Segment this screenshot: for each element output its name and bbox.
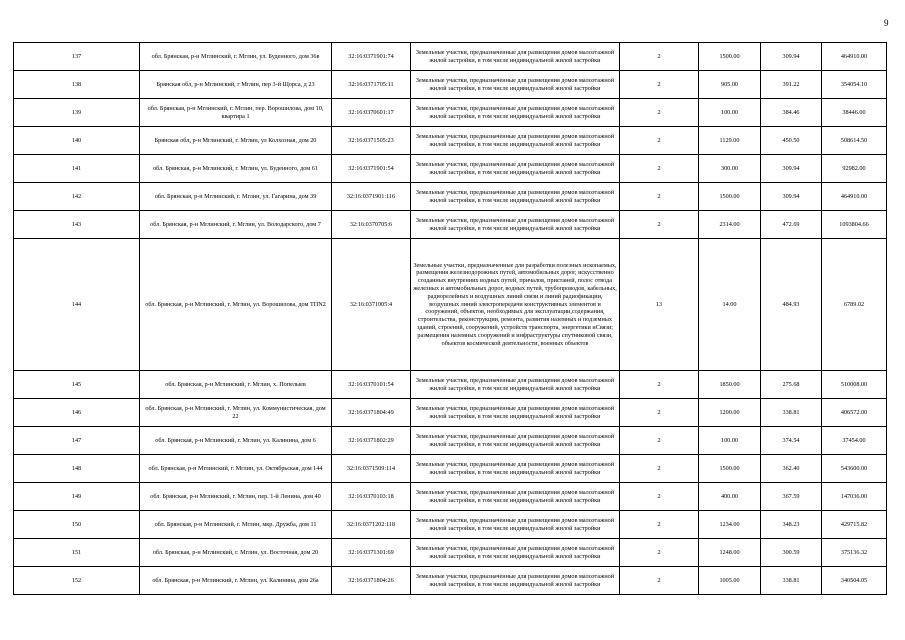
group-cell: 2	[620, 455, 699, 483]
row-number-cell: 141	[14, 155, 140, 183]
permitted-use-cell: Земельные участки, предназначенные для размещения домов малоэтажной жилой застройки, в том числе индивидуальной жилой застройки	[411, 43, 620, 71]
table-body	[14, 43, 887, 595]
address-cell: обл. Брянская, р-н Мглинский, г. Мглин, ул. Буденного, дом 61	[140, 155, 332, 183]
area-cell: 100.00	[699, 99, 761, 127]
cadastral-value-cell: 508614.50	[822, 127, 887, 155]
address-cell: обл. Брянская, р-н Мглинский, г. Мглин, ул. Володарского, дом 7	[140, 211, 332, 239]
area-cell: 1248.00	[699, 539, 761, 567]
address-cell: обл. Брянская, р-н Мглинский, г. Мглин, ул. Гагарина, дом 39	[140, 183, 332, 211]
table-row	[14, 183, 887, 211]
permitted-use-cell: Земельные участки, предназначенные для размещения домов малоэтажной жилой застройки, в том числе индивидуальной жилой застройки	[411, 539, 620, 567]
area-cell: 300.00	[699, 155, 761, 183]
cadastral-value-cell: 354054.10	[822, 71, 887, 99]
cadastral-value-cell: 92982.00	[822, 155, 887, 183]
table-row	[14, 155, 887, 183]
cadastral-value-cell: 147036.00	[822, 483, 887, 511]
rate-cell: 348.23	[761, 511, 822, 539]
address-cell: обл. Брянская, р-н Мглинский, г. Мглин, ул. Ворошилова, дом ТПN2	[140, 239, 332, 371]
rate-cell: 338.81	[761, 399, 822, 427]
permitted-use-cell: Земельные участки, предназначенные для размещения домов малоэтажной жилой застройки, в том числе индивидуальной жилой застройки	[411, 483, 620, 511]
row-number-cell: 152	[14, 567, 140, 595]
area-cell: 100.00	[699, 427, 761, 455]
permitted-use-cell: Земельные участки, предназначенные для размещения домов малоэтажной жилой застройки, в том числе индивидуальной жилой застройки	[411, 455, 620, 483]
permitted-use-cell: Земельные участки, предназначенные для размещения домов малоэтажной жилой застройки, в том числе индивидуальной жилой застройки	[411, 99, 620, 127]
rate-cell: 362.40	[761, 455, 822, 483]
address-cell: обл. Брянская, р-н Мглинский, г. Мглин, ул. Коммунистическая, дом 22	[140, 399, 332, 427]
rate-cell: 300.59	[761, 539, 822, 567]
table-row	[14, 127, 887, 155]
row-number-cell: 140	[14, 127, 140, 155]
row-number-cell: 139	[14, 99, 140, 127]
group-cell: 2	[620, 427, 699, 455]
cadastral-number-cell: 32:16:0370101:54	[332, 371, 411, 399]
cadastral-number-cell: 32:16:0371804:26	[332, 567, 411, 595]
area-cell: 2314.00	[699, 211, 761, 239]
group-cell: 2	[620, 43, 699, 71]
cadastral-number-cell: 32:16:0371505:23	[332, 127, 411, 155]
cadastral-value-cell: 37454.00	[822, 427, 887, 455]
permitted-use-cell: Земельные участки, предназначенные для размещения домов малоэтажной жилой застройки, в том числе индивидуальной жилой застройки	[411, 127, 620, 155]
cadastral-value-cell: 406572.00	[822, 399, 887, 427]
row-number-cell: 143	[14, 211, 140, 239]
permitted-use-cell: Земельные участки, предназначенные для разработки полезных ископаемых, размещения железнодорожных путей, автомобильных дорог, искусственно созданных внутренних водных путей, причалов, пристаней, полос отвода железных и автомобильных дорог, водных путей, трубопроводов, кабельных, радиорелейных и воздушных линий связи и линий радиофикации, воздушных линий электропередачи конструктивных элементов и сооружений, объектов, необходимых для эксплуатации,содержания, строительства, реконструкции, ремонта, развития наземных и подземных зданий, строений, сооружений, устройств транспорта, энергетики иСвязи; размещения наземных сооружений и инфраструктуры спутниковой связи, объектов космической деятельности, военных объектов	[411, 239, 620, 371]
area-cell: 905.00	[699, 71, 761, 99]
table-row	[14, 43, 887, 71]
cadastral-number-cell: 32:16:0371901:54	[332, 155, 411, 183]
group-cell: 2	[620, 483, 699, 511]
address-cell: обл. Брянская, р-н Мглинский, г. Мглин, ул. Калинина, дом 26а	[140, 567, 332, 595]
row-number-cell: 138	[14, 71, 140, 99]
row-number-cell: 149	[14, 483, 140, 511]
permitted-use-cell: Земельные участки, предназначенные для размещения домов малоэтажной жилой застройки, в том числе индивидуальной жилой застройки	[411, 399, 620, 427]
land-registry-table	[13, 42, 887, 595]
address-cell: обл. Брянская, р-н Мглинский, г. Мглин, пер. Ворошилова, дом 10, квартира 1	[140, 99, 332, 127]
rate-cell: 338.81	[761, 567, 822, 595]
rate-cell: 391.22	[761, 71, 822, 99]
group-cell: 2	[620, 99, 699, 127]
table-row	[14, 427, 887, 455]
row-number-cell: 142	[14, 183, 140, 211]
cadastral-value-cell: 510008.00	[822, 371, 887, 399]
cadastral-number-cell: 32:16:0371804:49	[332, 399, 411, 427]
rate-cell: 275.68	[761, 371, 822, 399]
rate-cell: 367.59	[761, 483, 822, 511]
permitted-use-cell: Земельные участки, предназначенные для размещения домов малоэтажной жилой застройки, в том числе индивидуальной жилой застройки	[411, 511, 620, 539]
cadastral-number-cell: 32:16:0370103:18	[332, 483, 411, 511]
area-cell: 1500.00	[699, 43, 761, 71]
group-cell: 2	[620, 183, 699, 211]
row-number-cell: 144	[14, 239, 140, 371]
cadastral-value-cell: 543600.00	[822, 455, 887, 483]
address-cell: обл. Брянская, р-н Мглинский, г. Мглин, ул. Октябрьская, дом 144	[140, 455, 332, 483]
row-number-cell: 147	[14, 427, 140, 455]
address-cell: Брянская обл, р-н Мглинский, г. Мглин, ул Колхозная, дом 20	[140, 127, 332, 155]
cadastral-value-cell: 6789.02	[822, 239, 887, 371]
area-cell: 1500.00	[699, 183, 761, 211]
group-cell: 2	[620, 127, 699, 155]
permitted-use-cell: Земельные участки, предназначенные для размещения домов малоэтажной жилой застройки, в том числе индивидуальной жилой застройки	[411, 211, 620, 239]
rate-cell: 309.94	[761, 155, 822, 183]
cadastral-number-cell: 32:16:0371509:114	[332, 455, 411, 483]
cadastral-number-cell: 32:16:0371005:4	[332, 239, 411, 371]
cadastral-number-cell: 32:16:0371202:118	[332, 511, 411, 539]
address-cell: обл. Брянская, р-н Мглинский, г. Мглин, пер. 1-й Ленина, дом 40	[140, 483, 332, 511]
group-cell: 2	[620, 511, 699, 539]
rate-cell: 309.94	[761, 43, 822, 71]
table-row	[14, 211, 887, 239]
cadastral-value-cell: 429715.82	[822, 511, 887, 539]
row-number-cell: 148	[14, 455, 140, 483]
permitted-use-cell: Земельные участки, предназначенные для размещения домов малоэтажной жилой застройки, в том числе индивидуальной жилой застройки	[411, 71, 620, 99]
rate-cell: 472.69	[761, 211, 822, 239]
row-number-cell: 145	[14, 371, 140, 399]
page-number: 9	[884, 18, 889, 28]
table-row	[14, 511, 887, 539]
cadastral-value-cell: 464910.00	[822, 183, 887, 211]
address-cell: Брянская обл, р-н Мглинский, г Мглин, пер 3-й Щорса, д 23	[140, 71, 332, 99]
address-cell: обл. Брянская, р-н Мглинский, г. Мглин, мкр. Дружба, дом 11	[140, 511, 332, 539]
table-row	[14, 71, 887, 99]
row-number-cell: 137	[14, 43, 140, 71]
cadastral-value-cell: 1093804.66	[822, 211, 887, 239]
group-cell: 2	[620, 211, 699, 239]
group-cell: 13	[620, 239, 699, 371]
area-cell: 1500.00	[699, 455, 761, 483]
table-row	[14, 539, 887, 567]
area-cell: 1850.00	[699, 371, 761, 399]
group-cell: 2	[620, 399, 699, 427]
area-cell: 400.00	[699, 483, 761, 511]
table-row	[14, 399, 887, 427]
cadastral-value-cell: 38446.00	[822, 99, 887, 127]
permitted-use-cell: Земельные участки, предназначенные для размещения домов малоэтажной жилой застройки, в том числе индивидуальной жилой застройки	[411, 371, 620, 399]
rate-cell: 384.46	[761, 99, 822, 127]
address-cell: обл. Брянская, р-н Мглинский, г. Мглин, х. Попелыев	[140, 371, 332, 399]
cadastral-number-cell: 32:16:0371705:11	[332, 71, 411, 99]
row-number-cell: 151	[14, 539, 140, 567]
group-cell: 2	[620, 371, 699, 399]
group-cell: 2	[620, 567, 699, 595]
cadastral-number-cell: 32:16:0370705:6	[332, 211, 411, 239]
rate-cell: 484.93	[761, 239, 822, 371]
cadastral-number-cell: 32:16:0371901:116	[332, 183, 411, 211]
permitted-use-cell: Земельные участки, предназначенные для размещения домов малоэтажной жилой застройки, в том числе индивидуальной жилой застройки	[411, 183, 620, 211]
rate-cell: 450.50	[761, 127, 822, 155]
table-row	[14, 99, 887, 127]
area-cell: 1200.00	[699, 399, 761, 427]
row-number-cell: 150	[14, 511, 140, 539]
table-row	[14, 371, 887, 399]
group-cell: 2	[620, 71, 699, 99]
cadastral-value-cell: 375136.32	[822, 539, 887, 567]
permitted-use-cell: Земельные участки, предназначенные для размещения домов малоэтажной жилой застройки, в том числе индивидуальной жилой застройки	[411, 155, 620, 183]
cadastral-value-cell: 464910.00	[822, 43, 887, 71]
address-cell: обл. Брянская, р-н Мглинский, г. Мглин, ул. Калинина, дом 6	[140, 427, 332, 455]
group-cell: 2	[620, 539, 699, 567]
cadastral-value-cell: 340504.05	[822, 567, 887, 595]
table-row	[14, 455, 887, 483]
cadastral-number-cell: 32:16:0371901:74	[332, 43, 411, 71]
address-cell: обл. Брянская, р-н Мглинский, г. Мглин, ул. Восточная, дом 20	[140, 539, 332, 567]
table-row	[14, 567, 887, 595]
area-cell: 1129.00	[699, 127, 761, 155]
area-cell: 14.00	[699, 239, 761, 371]
cadastral-number-cell: 32:16:0370601:17	[332, 99, 411, 127]
permitted-use-cell: Земельные участки, предназначенные для размещения домов малоэтажной жилой застройки, в том числе индивидуальной жилой застройки	[411, 567, 620, 595]
group-cell: 2	[620, 155, 699, 183]
rate-cell: 374.54	[761, 427, 822, 455]
table-row	[14, 239, 887, 371]
table-row	[14, 483, 887, 511]
address-cell: обл. Брянская, р-н Мглинский, г. Мглин, ул. Буденного, дом 36в	[140, 43, 332, 71]
permitted-use-cell: Земельные участки, предназначенные для размещения домов малоэтажной жилой застройки, в том числе индивидуальной жилой застройки	[411, 427, 620, 455]
rate-cell: 309.94	[761, 183, 822, 211]
cadastral-number-cell: 32:16:0371802:29	[332, 427, 411, 455]
area-cell: 1234.00	[699, 511, 761, 539]
cadastral-number-cell: 32:16:0371301:69	[332, 539, 411, 567]
row-number-cell: 146	[14, 399, 140, 427]
area-cell: 1005.00	[699, 567, 761, 595]
